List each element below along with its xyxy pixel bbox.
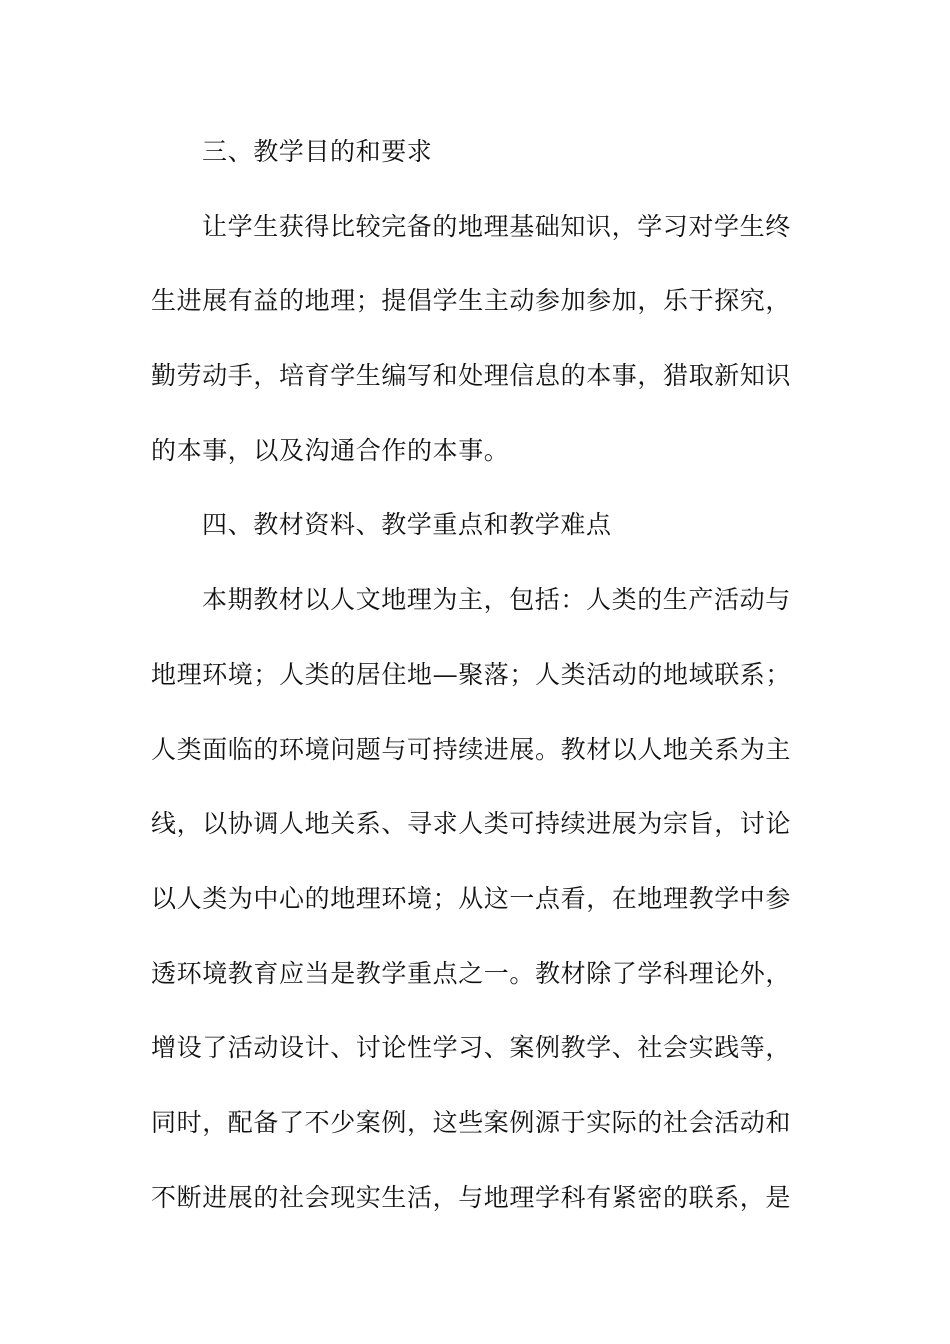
paragraph-line: 的本事，以及沟通合作的本事。 <box>151 435 510 465</box>
paragraph-line: 增设了活动设计、讨论性学习、案例教学、社会实践等， <box>151 1033 792 1063</box>
paragraph-line: 透环境教育应当是教学重点之一。教材除了学科理论外， <box>151 958 792 988</box>
paragraph-line: 人类面临的环境问题与可持续进展。教材以人地关系为主 <box>151 734 792 764</box>
paragraph-line: 不断进展的社会现实生活，与地理学科有紧密的联系，是 <box>151 1182 792 1212</box>
paragraph-line: 同时，配备了不少案例，这些案例源于实际的社会活动和 <box>151 1107 792 1137</box>
paragraph-line: 生进展有益的地理；提倡学生主动参加参加，乐于探究， <box>151 286 792 316</box>
paragraph-line: 勤劳动手，培育学生编写和处理信息的本事，猎取新知识 <box>151 361 792 391</box>
paragraph-line: 让学生获得比较完备的地理基础知识，学习对学生终 <box>202 211 791 241</box>
paragraph-line: 线，以协调人地关系、寻求人类可持续进展为宗旨，讨论 <box>151 809 792 839</box>
section-heading-four: 四、教材资料、教学重点和教学难点 <box>202 510 612 540</box>
paragraph-line: 本期教材以人文地理为主，包括：人类的生产活动与 <box>202 585 791 615</box>
document-body <box>151 127 791 1247</box>
paragraph-line: 以人类为中心的地理环境；从这一点看，在地理教学中参 <box>151 883 792 913</box>
section-heading-three: 三、教学目的和要求 <box>202 137 433 166</box>
paragraph-line: 地理环境；人类的居住地—聚落；人类活动的地域联系； <box>151 659 792 689</box>
